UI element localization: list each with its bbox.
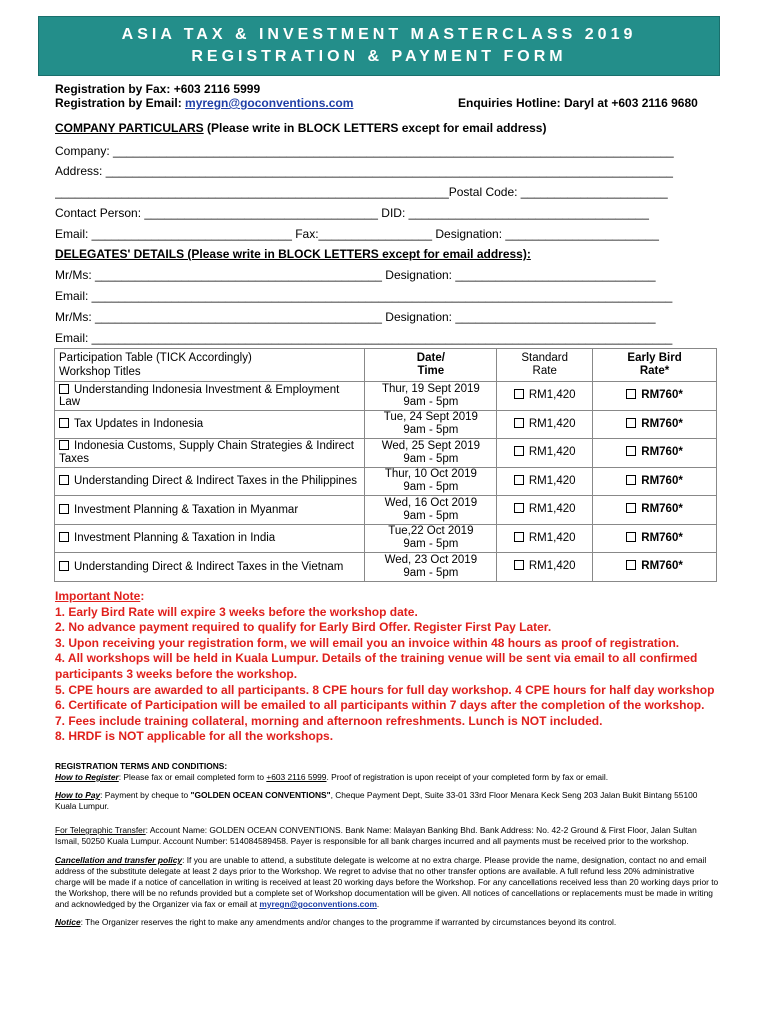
contact-did-field[interactable]: Contact Person: ___________________________________ DID: ____________________________________ (55, 206, 649, 220)
early-rate-cell[interactable] (593, 496, 717, 525)
workshop-cell[interactable] (55, 467, 365, 496)
workshop-title: Investment Planning & Taxation in India (74, 532, 276, 545)
checkbox-icon[interactable] (59, 561, 69, 571)
workshop-date: Wed, 23 Oct 2019 (384, 553, 478, 566)
workshop-time: 9am - 5pm (403, 481, 459, 494)
workshop-cell[interactable] (55, 410, 365, 439)
how-to-register (55, 772, 720, 783)
standard-rate-cell[interactable] (497, 439, 593, 468)
table-row (55, 382, 717, 411)
workshop-cell[interactable] (55, 496, 365, 525)
form-title: ASIA TAX & INVESTMENT MASTERCLASS 2019 (121, 26, 637, 43)
checkbox-icon[interactable] (626, 560, 636, 570)
standard-rate: RM1,420 (528, 503, 576, 516)
standard-rate: RM1,420 (528, 417, 576, 430)
note-item: 2. No advance payment required to qualify for Early Bird Offer. Register First Pay Later. (55, 620, 552, 635)
early-rate: RM760* (641, 389, 683, 402)
workshop-time: 9am - 5pm (403, 566, 459, 579)
workshop-date: Thur, 10 Oct 2019 (384, 468, 477, 481)
notice (55, 917, 720, 928)
register-label: How to Register (55, 772, 119, 782)
cancel-label: Cancellation and transfer policy (55, 855, 183, 865)
workshop-date: Thur, 19 Sept 2019 (381, 382, 480, 395)
early-rate: RM760* (641, 446, 683, 459)
table-row (55, 524, 717, 553)
standard-rate-cell[interactable] (497, 467, 593, 496)
workshop-title: Investment Planning & Taxation in Myanmar (74, 503, 299, 516)
register-fax-link[interactable]: +603 2116 5999 (266, 772, 327, 782)
workshop-time: 9am - 5pm (403, 424, 459, 437)
cancel-email-link[interactable]: myregn@goconventions.com (259, 899, 377, 909)
note-item: 7. Fees include training collateral, morning and afternoon refreshments. Lunch is NOT included. (55, 713, 603, 728)
checkbox-icon[interactable] (626, 503, 636, 513)
col-standard-line2: Rate (532, 365, 557, 377)
workshop-cell[interactable] (55, 524, 365, 553)
col-early-bird-rate (593, 349, 717, 382)
checkbox-icon[interactable] (59, 504, 69, 514)
standard-rate: RM1,420 (528, 531, 576, 544)
early-rate: RM760* (641, 417, 683, 430)
checkbox-icon[interactable] (514, 560, 524, 570)
table-row (55, 439, 717, 468)
standard-rate: RM1,420 (528, 446, 576, 459)
notice-label: Notice (55, 917, 81, 927)
checkbox-icon[interactable] (59, 440, 69, 450)
checkbox-icon[interactable] (59, 384, 69, 394)
workshop-time: 9am - 5pm (403, 509, 459, 522)
standard-rate-cell[interactable] (497, 524, 593, 553)
date-cell (365, 439, 497, 468)
early-rate-cell[interactable] (593, 524, 717, 553)
postal-code-field[interactable]: ___________________________________________________________Postal Code: ______________________ (55, 185, 668, 199)
date-cell (365, 410, 497, 439)
early-rate-cell[interactable] (593, 439, 717, 468)
date-cell (365, 467, 497, 496)
standard-rate: RM1,420 (528, 560, 576, 573)
early-rate-cell[interactable] (593, 382, 717, 411)
standard-rate: RM1,420 (528, 474, 576, 487)
delegates-heading: DELEGATES' DETAILS (Please write in BLOCK LETTERS except for email address): (55, 247, 531, 261)
pay-payee: "GOLDEN OCEAN CONVENTIONS" (190, 790, 331, 800)
note-item: 8. HRDF is NOT applicable for all the workshops. (55, 729, 334, 744)
workshop-cell[interactable] (55, 382, 365, 411)
date-cell (365, 496, 497, 525)
tt-text: : Account Name: GOLDEN OCEAN CONVENTIONS. Bank Name: Malayan Banking Bhd. Bank Address: No. 42-2 Ground & First Floor, Jalan Sultan Ismail, 50250 Kuala Lumpur. Account Number: 514084589458. Payer is responsible for all bank charges incurred and all payments must be received prior to the workshop. (55, 825, 697, 846)
cancel-end: . (376, 899, 380, 909)
workshop-cell[interactable] (55, 553, 365, 582)
early-rate-cell[interactable] (593, 553, 717, 582)
workshop-time: 9am - 5pm (403, 452, 459, 465)
pay-text: : Payment by cheque to (100, 790, 191, 800)
col-standard-line1: Standard (521, 352, 569, 364)
register-text2: . Proof of registration is upon receipt of your completed form by fax or email. (326, 772, 609, 782)
date-cell (365, 382, 497, 411)
delegate-1-email-field[interactable]: Email: _______________________________________________________________________________________ (55, 289, 673, 303)
registration-email-link[interactable]: myregn@goconventions.com (185, 96, 354, 110)
standard-rate-cell[interactable] (497, 496, 593, 525)
terms-heading: REGISTRATION TERMS AND CONDITIONS: (55, 761, 228, 771)
checkbox-icon[interactable] (514, 503, 524, 513)
workshop-cell[interactable] (55, 439, 365, 468)
how-to-pay (55, 790, 720, 812)
standard-rate-cell[interactable] (497, 410, 593, 439)
table-row (55, 496, 717, 525)
standard-rate-cell[interactable] (497, 553, 593, 582)
telegraphic-transfer (55, 825, 720, 847)
email-registration (55, 96, 353, 110)
workshop-title: Tax Updates in Indonesia (74, 418, 204, 431)
checkbox-icon[interactable] (59, 532, 69, 542)
early-rate: RM760* (641, 560, 683, 573)
delegate-2-email-field[interactable]: Email: _______________________________________________________________________________________ (55, 331, 673, 345)
workshop-date: Wed, 16 Oct 2019 (384, 496, 478, 509)
register-text: : Please fax or email completed form to (118, 772, 267, 782)
col-workshop-titles (55, 349, 365, 382)
standard-rate-cell[interactable] (497, 382, 593, 411)
important-notes (55, 589, 735, 745)
tt-label: For Telegraphic Transfer (55, 825, 146, 835)
delegate-2-name-field[interactable]: Mr/Ms: ___________________________________________ Designation: ______________________________ (55, 310, 656, 324)
note-item: 1. Early Bird Rate will expire 3 weeks before the workshop date. (55, 604, 418, 619)
company-heading-note: (Please write in BLOCK LETTERS except for email address) (203, 121, 547, 135)
delegate-1-name-field[interactable]: Mr/Ms: ___________________________________________ Designation: ______________________________ (55, 268, 656, 282)
company-heading-label: COMPANY PARTICULARS (55, 121, 204, 135)
date-cell (365, 553, 497, 582)
table-row (55, 553, 717, 582)
early-rate: RM760* (641, 503, 683, 516)
cancellation-policy (55, 855, 720, 910)
table-row (55, 467, 717, 496)
note-item: 4. All workshops will be held in Kuala Lumpur. Details of the training venue will be sent via email to all confirmed (55, 651, 698, 666)
early-rate-cell[interactable] (593, 467, 717, 496)
col-early-line2: Rate* (639, 365, 670, 377)
col-workshop-line1: Participation Table (TICK Accordingly) (59, 352, 252, 364)
table-row (55, 410, 717, 439)
note-item: 6. Certificate of Participation will be emailed to all participants within 7 days after the completion of the workshop. (55, 698, 705, 713)
checkbox-icon[interactable] (626, 532, 636, 542)
checkbox-icon[interactable] (626, 475, 636, 485)
note-item: 3. Upon receiving your registration form, we will email you an invoice within 48 hours as proof of registration. (55, 635, 680, 650)
fax-registration: Registration by Fax: +603 2116 5999 (55, 82, 261, 96)
checkbox-icon[interactable] (514, 389, 524, 399)
note-item: 5. CPE hours are awarded to all participants. 8 CPE hours for full day workshop. 4 CPE hours for half day workshop (55, 682, 715, 697)
early-rate: RM760* (641, 474, 683, 487)
workshop-date: Tue,22 Oct 2019 (388, 525, 474, 538)
pay-text2: , Cheque Payment Dept, Suite 33-01 33rd Floor Menara Keck Seng 203 Jalan Bukit Bintang 55100 Kuala Lumpur. (55, 790, 698, 811)
form-title-banner (38, 16, 720, 76)
col-workshop-line2: Workshop Titles (59, 366, 141, 378)
col-date-line1: Date/ (416, 352, 445, 364)
col-date-line2: Time (417, 365, 445, 377)
checkbox-icon[interactable] (514, 532, 524, 542)
company-particulars-heading (55, 121, 546, 135)
workshop-title: Understanding Direct & Indirect Taxes in the Vietnam (74, 560, 344, 573)
email-fax-designation-field[interactable]: Email: ______________________________ Fax:_________________ Designation: _______________________ (55, 227, 659, 241)
checkbox-icon[interactable] (626, 446, 636, 456)
notes-heading: Important Note: (55, 589, 145, 603)
participation-table (54, 348, 717, 582)
workshop-time: 9am - 5pm (403, 395, 459, 408)
notes-heading-label: Important Note (55, 589, 141, 603)
notice-text: : The Organizer reserves the right to make any amendments and/or changes to the programme if warranted by circumstances beyond its control. (80, 917, 617, 927)
pay-label: How to Pay (55, 790, 101, 800)
col-standard-rate (497, 349, 593, 382)
checkbox-icon[interactable] (59, 418, 69, 428)
checkbox-icon[interactable] (514, 475, 524, 485)
workshop-time: 9am - 5pm (403, 538, 459, 551)
email-registration-label: Registration by Email: (55, 96, 186, 110)
enquiries-hotline: Enquiries Hotline: Daryl at +603 2116 9680 (458, 96, 698, 110)
col-early-line1: Early Bird (627, 352, 682, 364)
checkbox-icon[interactable] (59, 475, 69, 485)
workshop-date: Tue, 24 Sept 2019 (383, 411, 478, 424)
address-field[interactable]: Address: _____________________________________________________________________________________ (55, 164, 673, 178)
checkbox-icon[interactable] (626, 418, 636, 428)
company-field[interactable]: Company: ____________________________________________________________________________________ (55, 144, 674, 158)
early-rate: RM760* (641, 531, 683, 544)
workshop-title: Understanding Direct & Indirect Taxes in the Philippines (74, 475, 357, 488)
note-item: participants 3 weeks before the workshop. (55, 666, 298, 681)
date-cell (365, 524, 497, 553)
early-rate-cell[interactable] (593, 410, 717, 439)
table-header-row (55, 349, 717, 382)
checkbox-icon[interactable] (626, 389, 636, 399)
checkbox-icon[interactable] (514, 418, 524, 428)
cancel-text: : If you are unable to attend, a substitute delegate is welcome at no extra charge. Please provide the name, designation, contact no and email address of the substitute delegate at least 2 days prior to the Workshop. We regret to advise that no other transfer options are available. A full refund less 20% administrative charge will be made if a notice of cancellation in writing is received at least 20 working days before the Workshop. For any cancellations received less than 20 working days prior to the Workshop, there will be no refunds provided but a complete set of Workshop documentation will be given. All notices of cancellations or replacements must be made in writing and acknowledged by the Organizer via fax or email at (55, 855, 719, 909)
checkbox-icon[interactable] (514, 446, 524, 456)
standard-rate: RM1,420 (528, 389, 576, 402)
form-subtitle: REGISTRATION & PAYMENT FORM (191, 48, 567, 65)
workshop-title: Understanding Indonesia Investment & Employment Law (59, 383, 340, 408)
workshop-title: Indonesia Customs, Supply Chain Strategies & Indirect Taxes (59, 439, 354, 465)
col-date-time (365, 349, 497, 382)
workshop-date: Wed, 25 Sept 2019 (381, 439, 480, 452)
